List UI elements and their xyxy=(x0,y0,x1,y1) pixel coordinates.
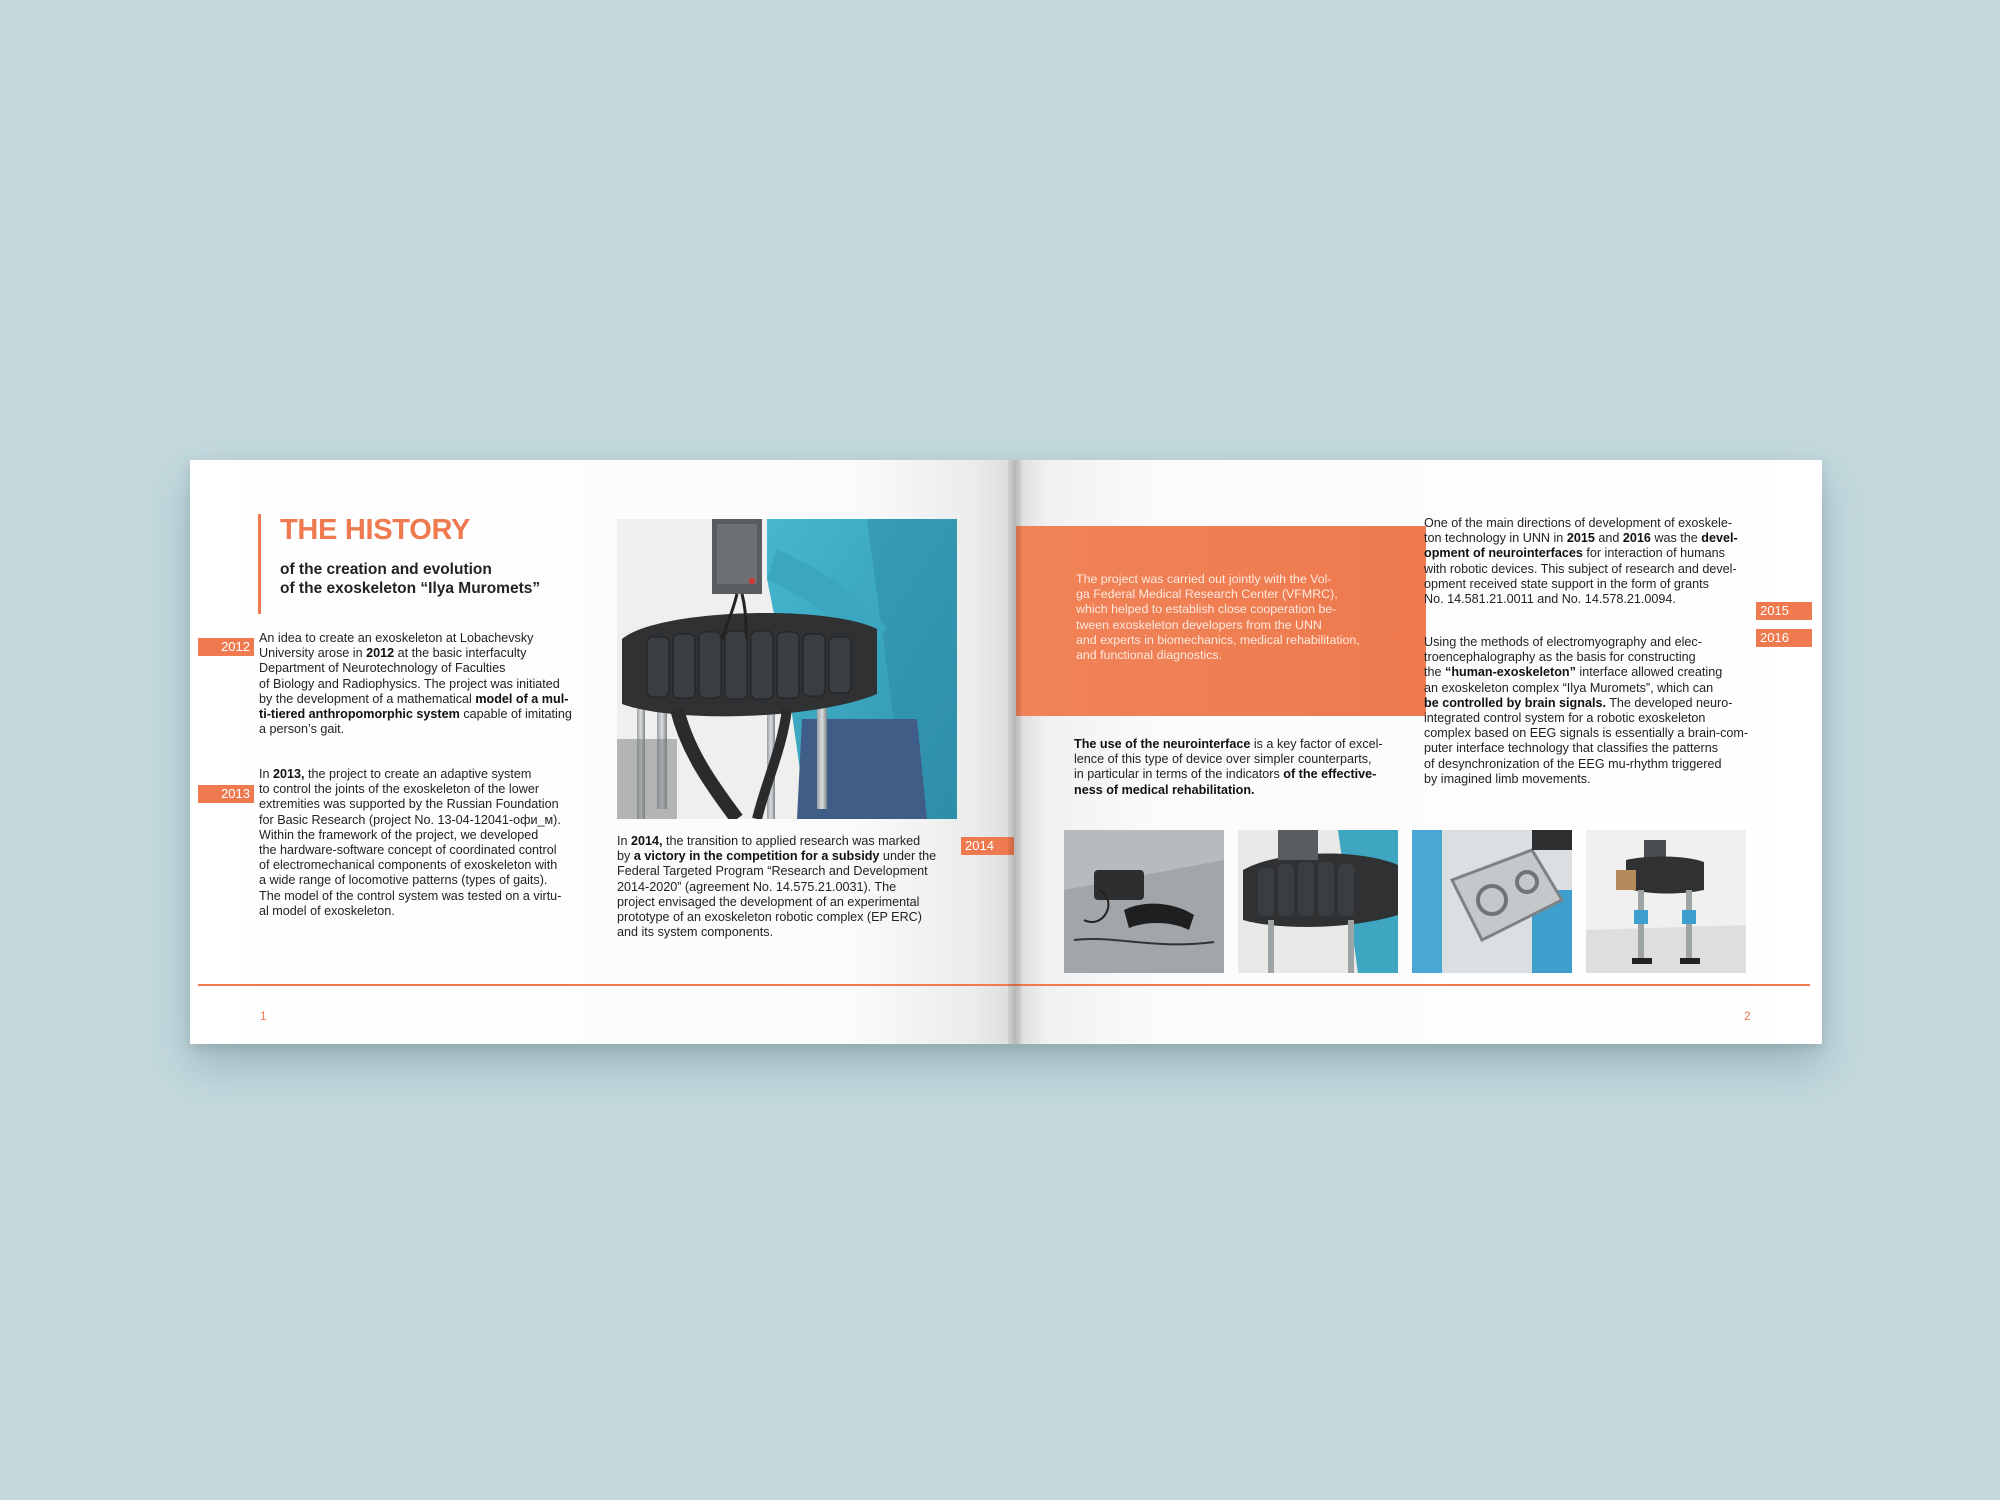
thumbnail-full-exoskeleton xyxy=(1586,830,1746,973)
page-title: THE HISTORY xyxy=(280,514,471,546)
thumbnail-exoskeleton-belt xyxy=(1238,830,1398,973)
thumbnail-eeg-glasses xyxy=(1064,830,1224,973)
brochure-spread xyxy=(190,460,1822,1044)
page-number-left: 1 xyxy=(260,1009,267,1023)
year-tag-2016: 2016 xyxy=(1756,629,1812,647)
page-subtitle: of the creation and evolution of the exoskeleton “Ilya Muromets” xyxy=(280,561,541,597)
paragraph-2015-2016: One of the main directions of development of exoskele- ton technology in UNN in 2015 and 2016 was the devel- opment of neurointerfaces for interaction of humans with robotic devices. This subject of research and devel- opment received state support in the form of grants No. 14.581.21.0011 and No. 14.578.21.0094. xyxy=(1424,516,1738,607)
title-accent-bar xyxy=(258,514,261,614)
year-tag-2012: 2012 xyxy=(198,638,254,656)
footer-rule-left xyxy=(198,984,1014,986)
year-tag-2015: 2015 xyxy=(1756,602,1812,620)
paragraph-2014: In 2014, the transition to applied research was marked by a victory in the competition for a subsidy under the Federal Targeted Program “Research and Development 2014-2020” (agreement No. 14.575.21.0031). The project envisaged the development of an experimental prototype of an exoskeleton robotic complex (EP ERC) and its system components. xyxy=(617,834,937,940)
year-tag-2013: 2013 xyxy=(198,785,254,803)
highlight-box-text: The project was carried out jointly with the Vol- ga Federal Medical Research Center (VFMRC), which helped to establish close cooperation be- tween exoskeleton developers from the UNN and experts in biomechanics, medical rehabilitation, and functional diagnostics. xyxy=(1076,572,1360,663)
spine-shadow xyxy=(1008,460,1022,1044)
paragraph-neurointerface: The use of the neurointerface is a key factor of excel- lence of this type of device over simpler counterparts, in particular in terms of the indicators of the effective- ness of medical rehabilitation. xyxy=(1074,737,1383,797)
paragraph-2013: In 2013, the project to create an adaptive system to control the joints of the exoskeleton of the lower extremities was supported by the Russian Foundation for Basic Research (project No. 13-04-12041-офи_м). Within the framework of the project, we developed the hardware-software concept of coordinated control of electromechanical components of exoskeleton with a wide range of locomotive patterns (types of gaits). The model of the control system was tested on a virtu- al model of exoskeleton. xyxy=(259,767,562,918)
exoskeleton-photo xyxy=(617,519,957,819)
thumbnail-joint-mechanism xyxy=(1412,830,1572,973)
page-number-right: 2 xyxy=(1744,1009,1751,1023)
year-tag-2014: 2014 xyxy=(961,837,1014,855)
right-page xyxy=(1014,460,1822,1044)
paragraph-emg: Using the methods of electromyography and elec- troencephalography as the basis for constructing the “human-exoskeleton” interface allowed creating an exoskeleton complex “Ilya Muromets”, which can be controlled by brain signals. The developed neuro- integrated control system for a robotic exoskeleton complex based on EEG signals is essentially a brain-com- puter interface technology that classifies the patterns of desynchronization of the EEG mu-rhythm triggered by imagined limb movements. xyxy=(1424,635,1749,786)
footer-rule-right xyxy=(1014,984,1810,986)
highlight-box xyxy=(1016,526,1426,716)
left-page xyxy=(190,460,1014,1044)
paragraph-2012: An idea to create an exoskeleton at Lobachevsky University arose in 2012 at the basic interfaculty Department of Neurotechnology of Faculties of Biology and Radiophysics. The project was initiated by the development of a mathematical model of a mul- ti-tiered anthropomorphic system capable of imitating a person’s gait. xyxy=(259,631,572,737)
